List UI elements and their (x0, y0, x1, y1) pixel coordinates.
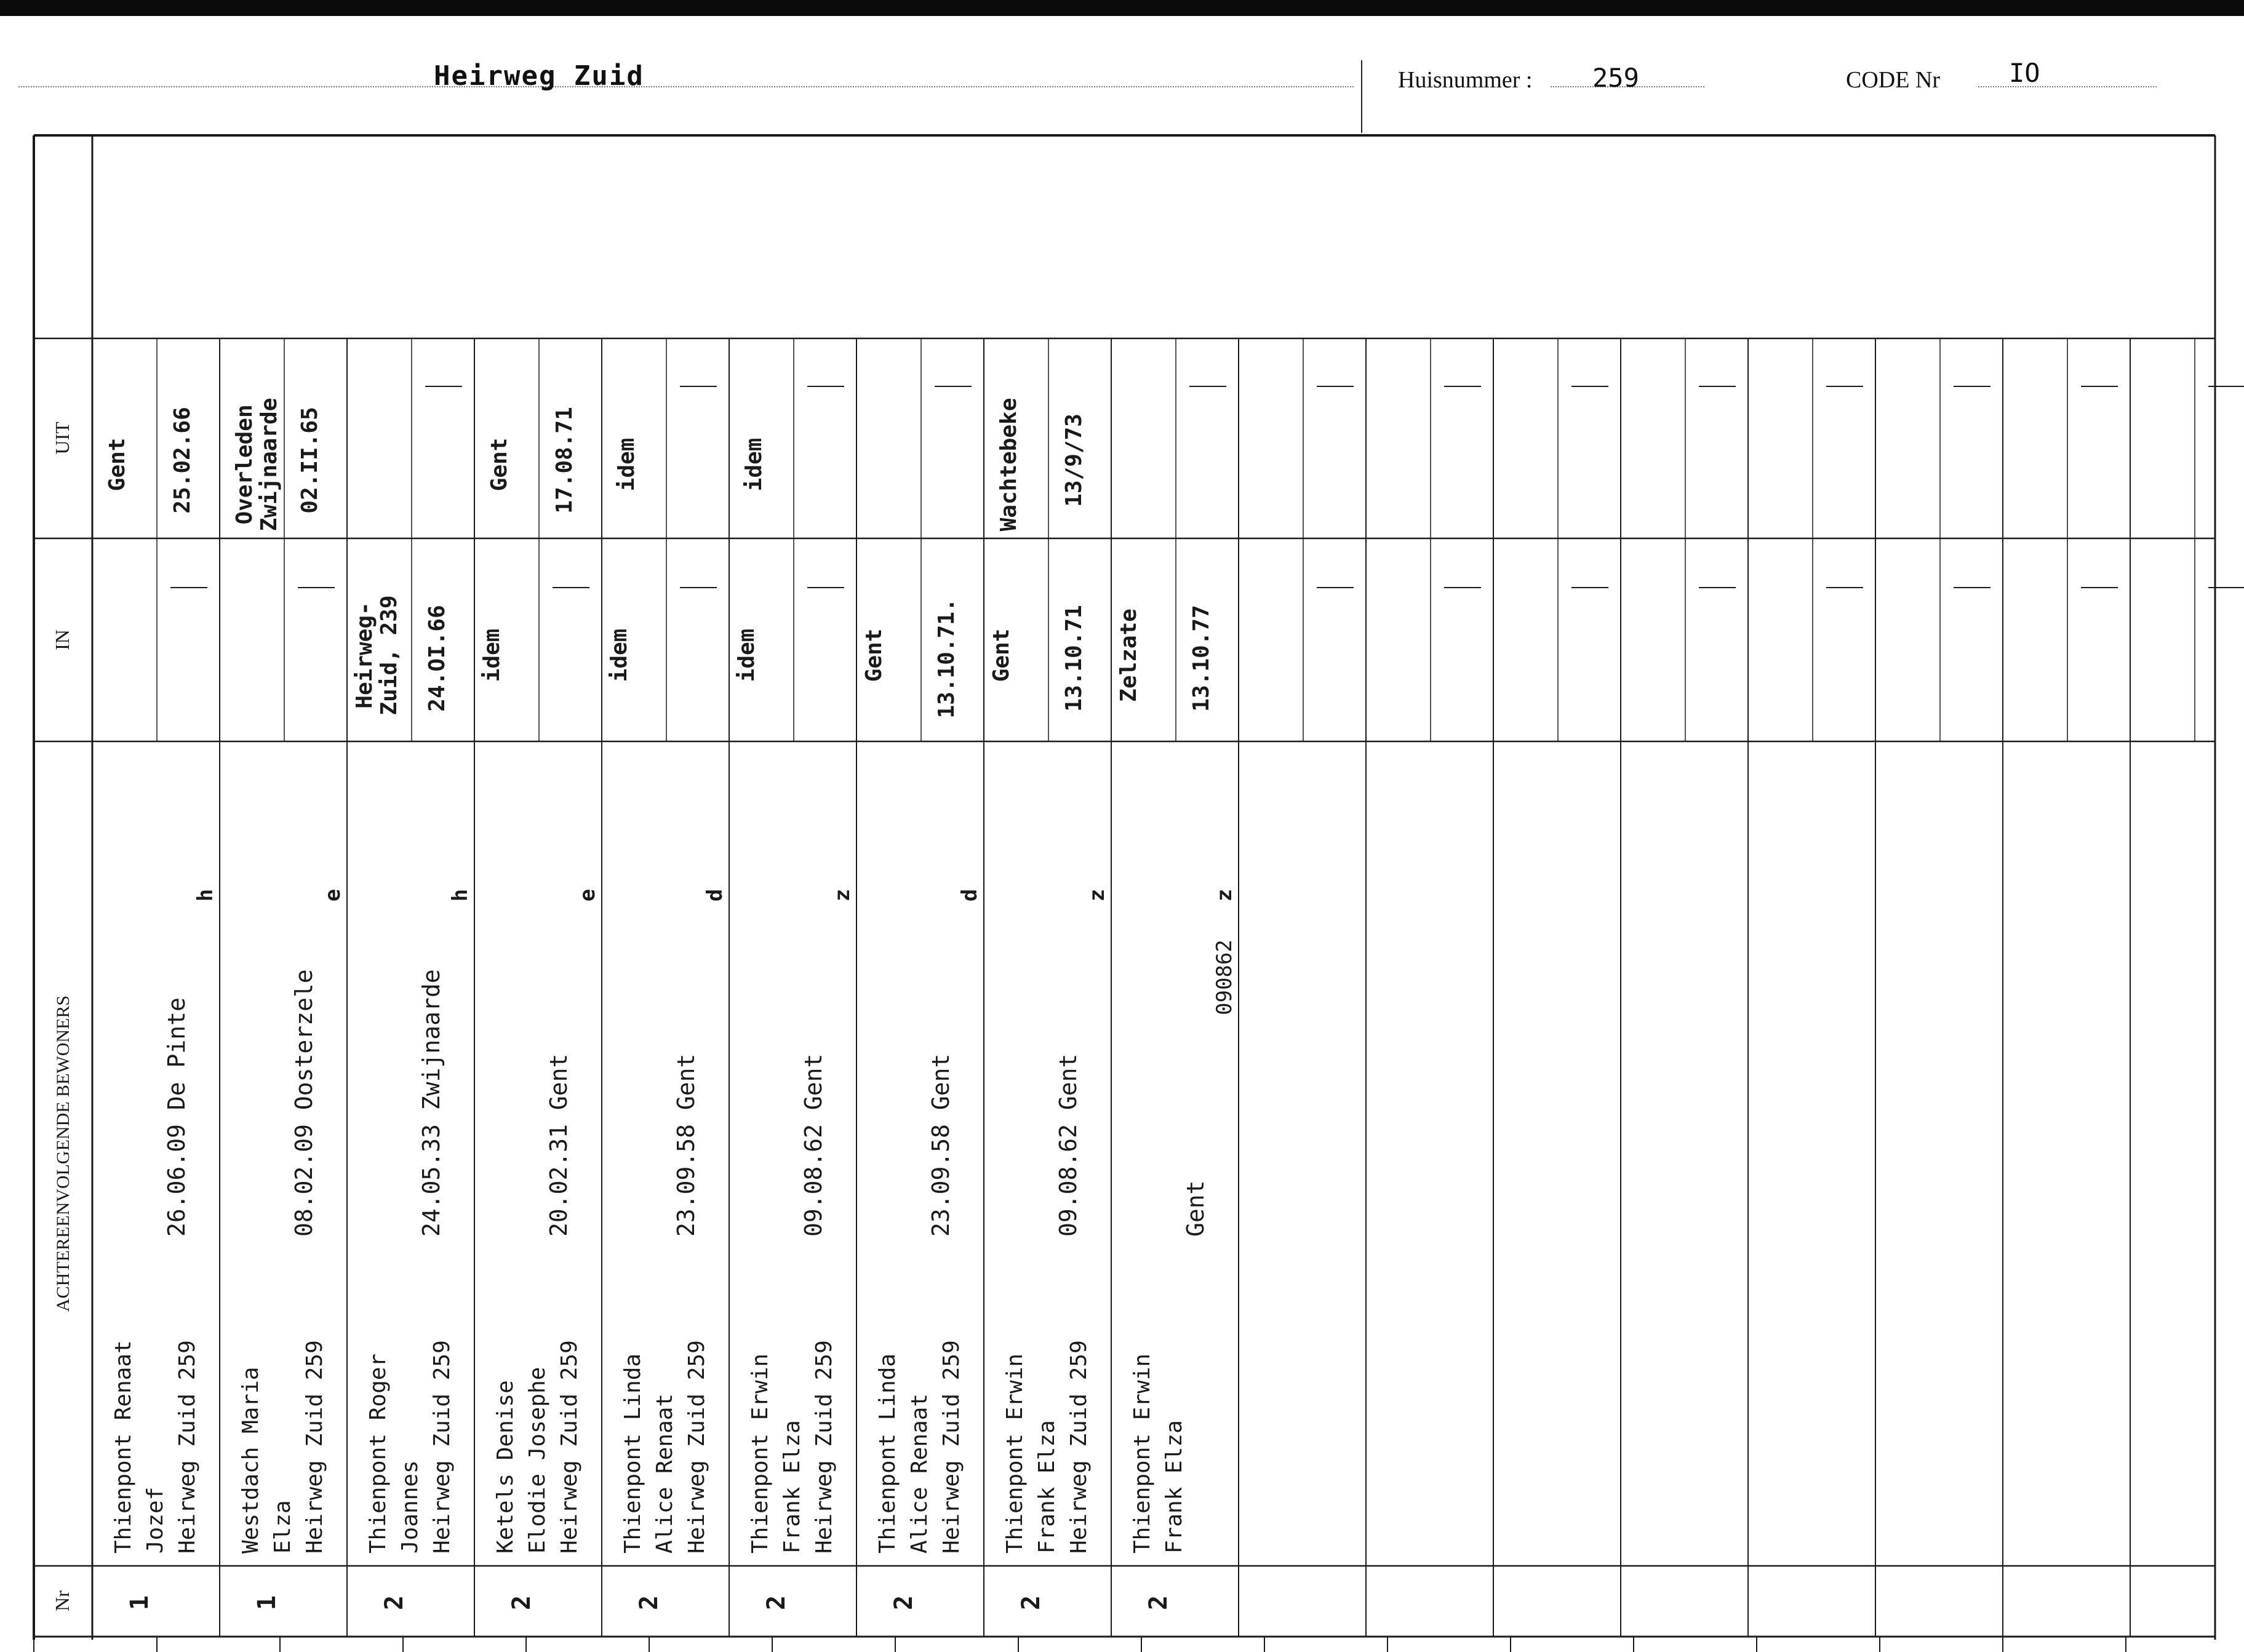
huisnummer-value: 259 (1592, 63, 1639, 93)
sex-marker: z (830, 888, 855, 902)
row-number: 2 (1017, 1595, 1045, 1611)
resident-name-line: Heirweg Zuid 259 (939, 1340, 964, 1554)
column-header-uit: UIT (51, 421, 73, 455)
code-label: CODE Nr (1846, 67, 1941, 93)
resident-name-line: Thienpont Linda (875, 1353, 900, 1554)
sex-marker: h (193, 888, 218, 902)
birth-date-place: 23.09.58 Gent (673, 1053, 700, 1237)
resident-name-line: Westdach Maria (238, 1367, 263, 1554)
resident-name-line: Heirweg Zuid 259 (302, 1340, 327, 1554)
resident-name-line: Thienpont Renaat (111, 1340, 136, 1554)
in-place: idem (607, 628, 632, 682)
uit-date: 02.II.65 (297, 407, 322, 514)
in-place: Gent (861, 628, 887, 682)
resident-name-line: Alice Renaat (652, 1393, 677, 1554)
sex-marker: e (321, 888, 345, 902)
in-date: 13.10.71. (934, 598, 959, 719)
birth-date-place: 09.08.62 Gent (1055, 1053, 1082, 1237)
column-header-bewoners: ACHTEREENVOLGENDE BEWONERS (53, 995, 73, 1312)
resident-name-line: Joannes (397, 1460, 423, 1554)
resident-name-line: Frank Elza (1162, 1420, 1187, 1554)
in-date: 24.OI.66 (425, 605, 450, 712)
resident-code: 090862 (1212, 940, 1237, 1015)
in-place: Zuid, 239 (377, 595, 402, 716)
resident-name-line: Elodie Josephe (525, 1367, 550, 1554)
uit-date: 25.02.66 (170, 407, 195, 514)
huisnummer-label: Huisnummer : (1398, 67, 1533, 93)
resident-name-line: Thienpont Erwin (1130, 1353, 1155, 1554)
resident-name-line: Heirweg Zuid 259 (812, 1340, 837, 1554)
row-number: 2 (380, 1595, 409, 1611)
row-number: 2 (508, 1595, 536, 1611)
in-place: Gent (989, 628, 1014, 682)
row-number: 2 (1144, 1595, 1173, 1611)
row-number: 1 (126, 1595, 154, 1611)
resident-name-line: Alice Renaat (907, 1393, 932, 1554)
row-number: 1 (253, 1595, 281, 1611)
row-number: 2 (890, 1595, 918, 1611)
column-header-in: IN (51, 629, 73, 650)
sex-marker: z (1085, 888, 1109, 902)
in-place: Heirweg- (352, 602, 377, 709)
resident-name-line: Jozef (143, 1486, 168, 1554)
birth-date-place: 08.02.09 Oosterzele (290, 969, 317, 1237)
uit-date: 17.08.71 (552, 407, 577, 514)
resident-name-line: Heirweg Zuid 259 (175, 1340, 200, 1554)
uit-place: idem (741, 437, 767, 492)
resident-name-line: Elza (270, 1500, 295, 1554)
resident-name-line: Thienpont Erwin (1002, 1353, 1028, 1554)
sex-marker: e (575, 888, 600, 902)
uit-place: Wachtebeke (996, 397, 1021, 532)
resident-name-line: Heirweg Zuid 259 (1066, 1340, 1092, 1554)
birth-date-place: 20.02.31 Gent (545, 1053, 572, 1237)
in-date: 13.10.77 (1189, 605, 1214, 712)
resident-name-line: Heirweg Zuid 259 (429, 1340, 455, 1554)
row-number: 2 (762, 1595, 791, 1611)
sex-marker: d (957, 888, 982, 902)
birth-date-place: 23.09.58 Gent (927, 1053, 954, 1237)
resident-name-line: Thienpont Erwin (748, 1353, 773, 1554)
resident-name-line: Ketels Denise (493, 1380, 518, 1554)
in-place: idem (734, 628, 759, 682)
in-date: 13.10.71 (1061, 605, 1087, 712)
street-name: Heirweg Zuid (434, 60, 644, 92)
sex-marker: h (448, 888, 473, 902)
birth-date-place: 26.06.09 De Pinte (163, 997, 190, 1237)
birth-date-place: Gent (1182, 1180, 1209, 1237)
row-number: 2 (635, 1595, 663, 1611)
resident-name-line: Heirweg Zuid 259 (557, 1340, 582, 1554)
resident-name-line: Thienpont Roger (365, 1353, 391, 1554)
resident-name-line: Frank Elza (1034, 1420, 1060, 1554)
sex-marker: z (1212, 888, 1237, 902)
code-value: IO (2009, 58, 2040, 88)
in-place: idem (479, 628, 505, 682)
uit-place: Gent (105, 437, 130, 492)
resident-name-line: Thienpont Linda (620, 1353, 645, 1554)
sex-marker: d (703, 888, 727, 902)
uit-date: 13/9/73 (1061, 413, 1087, 507)
birth-date-place: 24.05.33 Zwijnaarde (418, 969, 445, 1237)
column-header-nr: Nr (51, 1590, 73, 1611)
uit-place: Zwijnaarde (257, 397, 282, 532)
uit-place: Overleden (232, 404, 257, 525)
resident-name-line: Frank Elza (780, 1420, 805, 1554)
resident-name-line: Heirweg Zuid 259 (684, 1340, 709, 1554)
in-place: Zelzate (1116, 609, 1141, 702)
uit-place: Gent (487, 437, 512, 492)
birth-date-place: 09.08.62 Gent (800, 1053, 827, 1237)
uit-place: idem (614, 437, 639, 492)
